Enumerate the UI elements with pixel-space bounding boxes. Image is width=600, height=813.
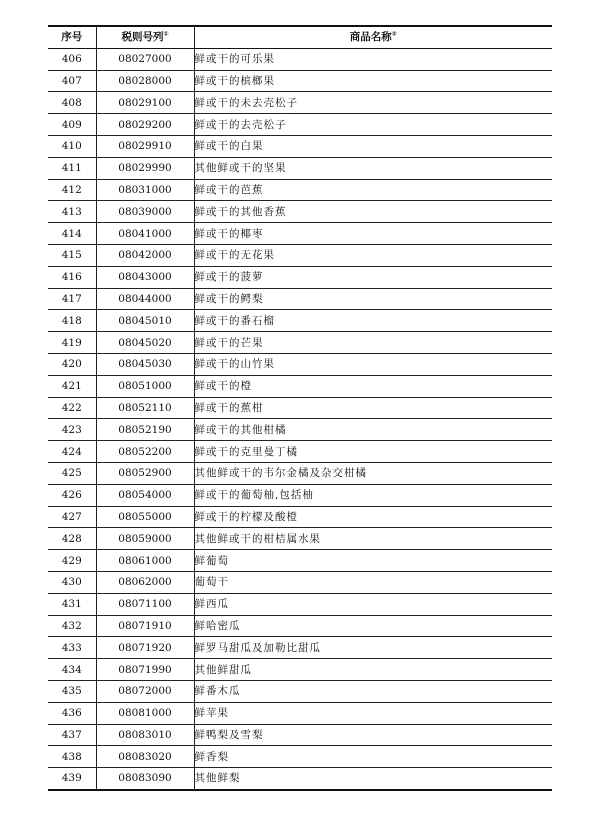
name-cell: 其他鲜或干的坚果 (194, 157, 552, 179)
header-code-label: 税则号列 (121, 31, 164, 44)
table-row (48, 441, 552, 463)
code-cell: 08083010 (96, 724, 194, 746)
table-row (48, 506, 552, 528)
code-cell: 08044000 (96, 288, 194, 310)
code-cell: 08029200 (96, 114, 194, 136)
seq-cell: 418 (48, 310, 96, 332)
table-row (48, 332, 552, 354)
seq-cell: 430 (48, 571, 96, 593)
name-cell: 鲜或干的番石榴 (194, 310, 552, 332)
code-cell: 08071910 (96, 615, 194, 637)
seq-cell: 428 (48, 528, 96, 550)
table-row (48, 550, 552, 572)
name-cell: 鲜香梨 (194, 746, 552, 768)
header-code-footnote: ① (163, 30, 169, 38)
seq-cell: 434 (48, 659, 96, 681)
table-row (48, 571, 552, 593)
seq-cell: 407 (48, 70, 96, 92)
table-header-row (48, 26, 552, 48)
table-row (48, 462, 552, 484)
name-cell: 鲜哈密瓜 (194, 615, 552, 637)
seq-cell: 424 (48, 441, 96, 463)
seq-cell: 419 (48, 332, 96, 354)
name-cell: 鲜或干的蕉柑 (194, 397, 552, 419)
name-cell: 鲜或干的去壳松子 (194, 114, 552, 136)
code-cell: 08045030 (96, 353, 194, 375)
seq-cell: 406 (48, 48, 96, 70)
table-row (48, 615, 552, 637)
code-cell: 08028000 (96, 70, 194, 92)
name-cell: 鲜罗马甜瓜及加勒比甜瓜 (194, 637, 552, 659)
code-cell: 08045010 (96, 310, 194, 332)
table-row (48, 353, 552, 375)
table-row (48, 528, 552, 550)
seq-cell: 432 (48, 615, 96, 637)
table-row (48, 92, 552, 114)
code-cell: 08043000 (96, 266, 194, 288)
code-cell: 08071920 (96, 637, 194, 659)
seq-cell: 433 (48, 637, 96, 659)
seq-cell: 431 (48, 593, 96, 615)
name-cell: 鲜或干的白果 (194, 135, 552, 157)
header-name-footnote: ② (391, 30, 397, 38)
code-cell: 08071100 (96, 593, 194, 615)
table-row (48, 419, 552, 441)
name-cell: 鲜或干的芭蕉 (194, 179, 552, 201)
table-row (48, 680, 552, 702)
seq-cell: 437 (48, 724, 96, 746)
name-cell: 鲜苹果 (194, 702, 552, 724)
code-cell: 08052190 (96, 419, 194, 441)
table-row (48, 179, 552, 201)
code-cell: 08055000 (96, 506, 194, 528)
table-row (48, 135, 552, 157)
code-cell: 08072000 (96, 680, 194, 702)
table-row (48, 310, 552, 332)
code-cell: 08062000 (96, 571, 194, 593)
name-cell: 鲜或干的其他香蕉 (194, 201, 552, 223)
code-cell: 08039000 (96, 201, 194, 223)
code-cell: 08051000 (96, 375, 194, 397)
code-cell: 08041000 (96, 223, 194, 245)
name-cell: 其他鲜或干的柑桔属水果 (194, 528, 552, 550)
code-cell: 08083020 (96, 746, 194, 768)
code-cell: 08054000 (96, 484, 194, 506)
seq-cell: 439 (48, 768, 96, 790)
table-row (48, 244, 552, 266)
name-cell: 鲜或干的山竹果 (194, 353, 552, 375)
code-cell: 08083090 (96, 768, 194, 790)
name-cell: 鲜或干的橙 (194, 375, 552, 397)
name-cell: 鲜或干的其他柑橘 (194, 419, 552, 441)
seq-cell: 427 (48, 506, 96, 528)
code-cell: 08052200 (96, 441, 194, 463)
name-cell: 其他鲜梨 (194, 768, 552, 790)
table-row (48, 157, 552, 179)
code-cell: 08052110 (96, 397, 194, 419)
seq-cell: 415 (48, 244, 96, 266)
table-row (48, 768, 552, 790)
name-cell: 鲜鸭梨及雪梨 (194, 724, 552, 746)
header-seq: 序号 (48, 26, 96, 48)
name-cell: 鲜或干的克里曼丁橘 (194, 441, 552, 463)
code-cell: 08045020 (96, 332, 194, 354)
name-cell: 其他鲜甜瓜 (194, 659, 552, 681)
seq-cell: 436 (48, 702, 96, 724)
seq-cell: 429 (48, 550, 96, 572)
seq-cell: 417 (48, 288, 96, 310)
name-cell: 鲜或干的椰枣 (194, 223, 552, 245)
seq-cell: 435 (48, 680, 96, 702)
table-row (48, 114, 552, 136)
code-cell: 08052900 (96, 462, 194, 484)
table-row (48, 484, 552, 506)
table-row (48, 266, 552, 288)
header-name-label: 商品名称 (349, 31, 392, 44)
table-row (48, 48, 552, 70)
code-cell: 08031000 (96, 179, 194, 201)
table-row (48, 746, 552, 768)
code-cell: 08029100 (96, 92, 194, 114)
name-cell: 鲜或干的可乐果 (194, 48, 552, 70)
name-cell: 鲜或干的槟榔果 (194, 70, 552, 92)
name-cell: 鲜西瓜 (194, 593, 552, 615)
table-row (48, 637, 552, 659)
name-cell: 其他鲜或干的韦尔金橘及杂交柑橘 (194, 462, 552, 484)
code-cell: 08042000 (96, 244, 194, 266)
code-cell: 08059000 (96, 528, 194, 550)
seq-cell: 425 (48, 462, 96, 484)
table-row (48, 375, 552, 397)
seq-cell: 438 (48, 746, 96, 768)
seq-cell: 412 (48, 179, 96, 201)
name-cell: 鲜番木瓜 (194, 680, 552, 702)
code-cell: 08029910 (96, 135, 194, 157)
seq-cell: 409 (48, 114, 96, 136)
name-cell: 鲜或干的未去壳松子 (194, 92, 552, 114)
name-cell: 葡萄干 (194, 571, 552, 593)
name-cell: 鲜或干的葡萄柚,包括柚 (194, 484, 552, 506)
table-row (48, 702, 552, 724)
code-cell: 08061000 (96, 550, 194, 572)
name-cell: 鲜或干的芒果 (194, 332, 552, 354)
seq-cell: 426 (48, 484, 96, 506)
seq-cell: 413 (48, 201, 96, 223)
table-row (48, 724, 552, 746)
code-cell: 08027000 (96, 48, 194, 70)
table-row (48, 288, 552, 310)
table-row (48, 397, 552, 419)
name-cell: 鲜或干的鳄梨 (194, 288, 552, 310)
code-cell: 08029990 (96, 157, 194, 179)
seq-cell: 420 (48, 353, 96, 375)
name-cell: 鲜或干的柠檬及酸橙 (194, 506, 552, 528)
seq-cell: 423 (48, 419, 96, 441)
tariff-table (48, 25, 552, 791)
header-name (194, 26, 552, 48)
name-cell: 鲜或干的无花果 (194, 244, 552, 266)
seq-cell: 410 (48, 135, 96, 157)
table-row (48, 70, 552, 92)
code-cell: 08081000 (96, 702, 194, 724)
table-row (48, 659, 552, 681)
seq-cell: 416 (48, 266, 96, 288)
header-code (96, 26, 194, 48)
seq-cell: 411 (48, 157, 96, 179)
name-cell: 鲜葡萄 (194, 550, 552, 572)
name-cell: 鲜或干的菠萝 (194, 266, 552, 288)
table-row (48, 223, 552, 245)
table-body (48, 48, 552, 790)
code-cell: 08071990 (96, 659, 194, 681)
table-row (48, 201, 552, 223)
seq-cell: 408 (48, 92, 96, 114)
seq-cell: 422 (48, 397, 96, 419)
seq-cell: 421 (48, 375, 96, 397)
table-row (48, 593, 552, 615)
seq-cell: 414 (48, 223, 96, 245)
